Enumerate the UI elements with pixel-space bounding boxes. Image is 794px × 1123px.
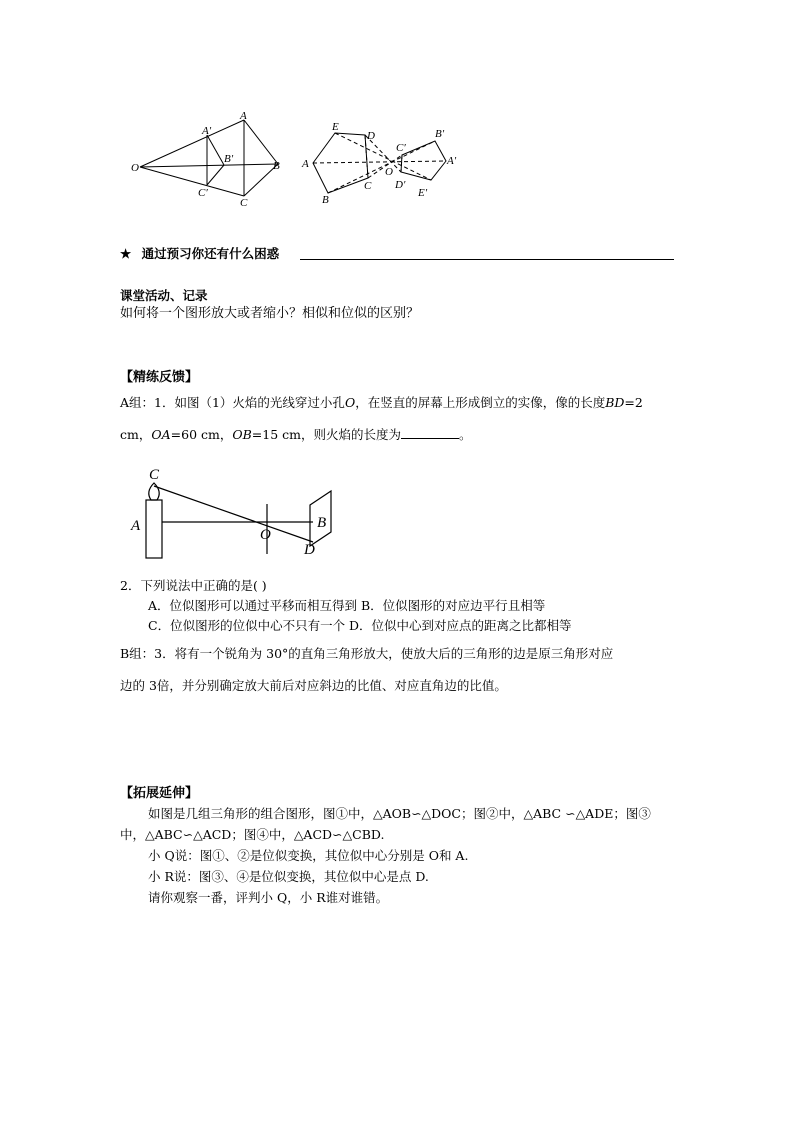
- extension-line4: 小 R说：图③、④是位似变换，其位似中心是点 D.: [148, 869, 429, 884]
- homothety-triangle-figure: [128, 108, 288, 208]
- q3-line1: B组：3．将有一个锐角为 30°的直角三角形放大，使放大后的三角形的边是原三角形对应: [120, 646, 614, 661]
- q2-stem: 2．下列说法中正确的是( ): [120, 578, 267, 593]
- homothety-pentagon-figure: [298, 118, 468, 208]
- label-D-prime: D′: [395, 179, 406, 191]
- pinhole-camera-figure: [128, 464, 360, 560]
- label-C-prime: C′: [396, 142, 406, 154]
- classroom-question: 如何将一个图形放大或者缩小？相似和位似的区别？: [120, 306, 420, 321]
- q2-options-ab: A．位似图形可以通过平移而相互得到 B．位似图形的对应边平行且相等: [148, 598, 546, 613]
- label-C: C: [240, 197, 248, 208]
- star-icon: ★: [120, 246, 132, 261]
- label-A-prime: A′: [447, 155, 457, 167]
- label-B: B: [273, 160, 280, 172]
- label-C: C: [149, 467, 160, 483]
- feedback-heading: 【精练反馈】: [120, 370, 199, 385]
- extension-heading: 【拓展延伸】: [120, 786, 199, 801]
- label-B-prime: B′: [435, 128, 445, 140]
- label-A: A: [302, 158, 309, 170]
- label-B-prime: B′: [224, 153, 234, 165]
- extension-line3: 小 Q说：图①、②是位似变换，其位似中心分别是 O和 A.: [148, 848, 469, 863]
- label-B: B: [322, 194, 329, 206]
- label-A-prime: A′: [202, 125, 212, 137]
- classroom-heading: 课堂活动、记录: [120, 288, 208, 303]
- extension-line1: 如图是几组三角形的组合图形，图①中，△AOB∽△DOC；图②中，△ABC ∽△ADE；图③: [148, 806, 651, 821]
- label-O: O: [131, 162, 139, 174]
- label-D: D: [367, 130, 375, 142]
- label-E: E: [332, 121, 339, 133]
- label-O: O: [385, 166, 393, 178]
- label-A: A: [240, 110, 247, 122]
- answer-line: [300, 259, 674, 260]
- extension-line2: 中，△ABC∽△ACD；图④中，△ACD∽△CBD.: [120, 827, 385, 842]
- label-D: D: [304, 542, 315, 558]
- label-B: B: [317, 515, 327, 531]
- label-A: A: [131, 518, 141, 534]
- q1-line2: cm，OA=60 cm，OB=15 cm，则火焰的长度为 。: [120, 427, 472, 442]
- preview-question: ★ 通过预习你还有什么困惑: [120, 246, 280, 261]
- q2-options-cd: C．位似图形的位似中心不只有一个 D．位似中心到对应点的距离之比都相等: [148, 618, 572, 633]
- label-C: C: [364, 180, 372, 192]
- q1-line1: A组：1．如图（1）火焰的光线穿过小孔O，在竖直的屏幕上形成倒立的实像，像的长度BD=2: [120, 395, 643, 410]
- label-O: O: [260, 527, 271, 543]
- label-C-prime: C′: [198, 187, 208, 199]
- label-E-prime: E′: [418, 187, 428, 199]
- extension-line5: 请你观察一番，评判小 Q，小 R谁对谁错。: [148, 890, 389, 905]
- q3-line2: 边的 3倍，并分别确定放大前后对应斜边的比值、对应直角边的比值。: [120, 678, 507, 693]
